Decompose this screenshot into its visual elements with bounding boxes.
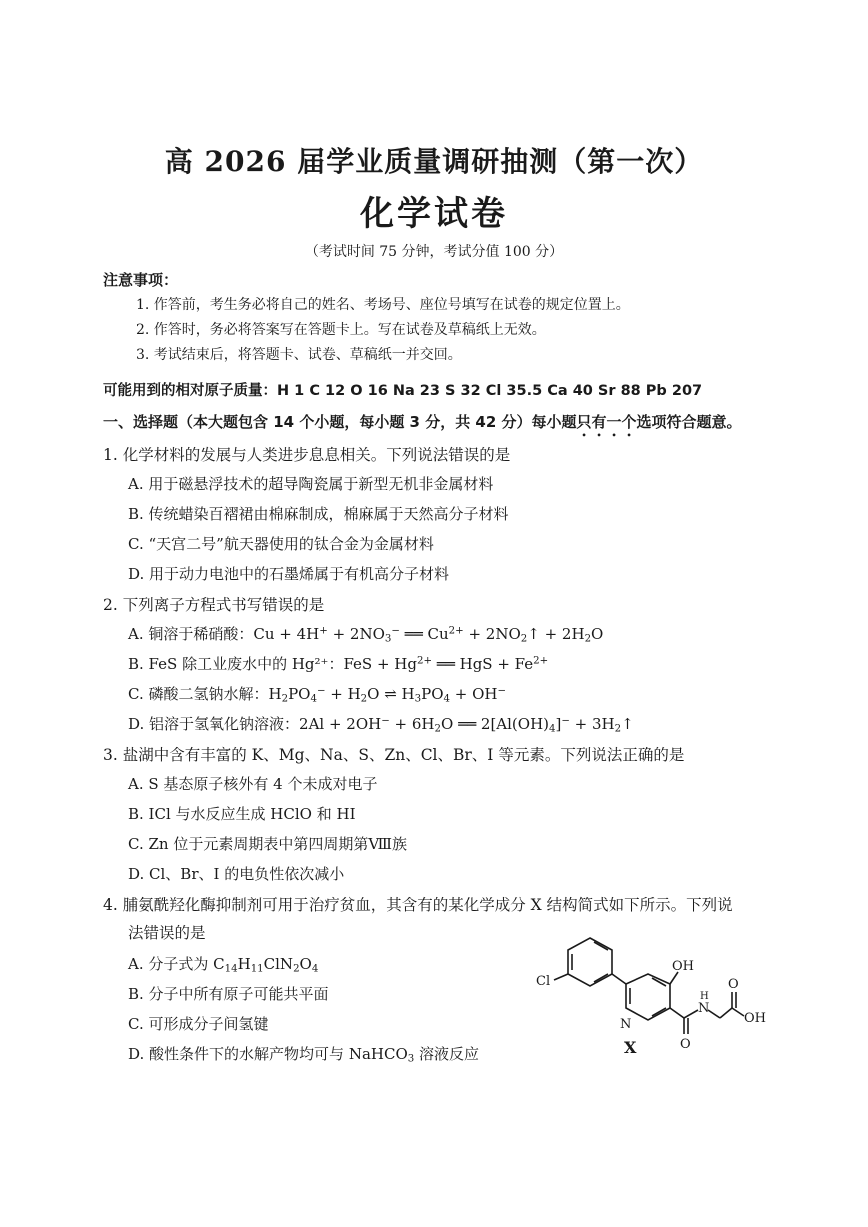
notice-heading: 注意事项： [103,271,179,289]
q1-option-b: B. 传统蜡染百褶裙由棉麻制成，棉麻属于天然高分子材料 [128,505,509,523]
q1-option-c: C. “天宫二号”航天器使用的钛合金为金属材料 [128,535,434,553]
question-1-stem: 1. 化学材料的发展与人类进步息息相关。下列说法错误的是 [103,446,511,464]
atom-h: H [700,991,709,1002]
atom-nh: N [698,1001,710,1016]
subject-title: 化学试卷 [360,194,508,234]
benzene-ring [568,938,612,986]
question-4-stem: 4. 脯氨酰羟化酶抑制剂可用于治疗贫血，其含有的某化学成分 X 结构简式如下所示。下列说 [103,896,733,914]
atom-cl: Cl [536,974,551,989]
q3-option-d: D. Cl、Br、I 的电负性依次减小 [128,865,345,883]
q3-option-b: B. ICl 与水反应生成 HClO 和 HI [128,805,356,823]
atom-oh: OH [672,959,694,974]
notice-item: 1. 作答前，考生务必将自己的姓名、考场号、座位号填写在试卷的规定位置上。 [136,297,630,313]
q2-option-c: C. 磷酸二氢钠水解：$H_2PO_4^- + H_2O$ ⇌ $H_3PO_4 + OH^-$ [128,685,507,705]
section-heading: 一、选择题（本大题包含 14 个小题，每小题 3 分，共 42 分）每小题只有一个选项符合题意。 [103,413,742,431]
q2-option-b: B. FeS 除工业废水中的 Hg²⁺：FeS + $Hg^{2+}$ ══ HgS + $Fe^{2+}$ [128,655,549,673]
atom-o-amide: O [680,1037,691,1052]
notice-item: 2. 作答时，务必将答案写在答题卡上。写在试卷及草稿纸上无效。 [136,322,546,338]
question-3-stem: 3. 盐湖中含有丰富的 K、Mg、Na、S、Zn、Cl、Br、I 等元素。下列说法正确的是 [103,746,685,764]
atom-o-acid: O [728,977,739,992]
exam-info: （考试时间 75 分钟，考试分值 100 分） [304,244,564,260]
q3-option-c: C. Zn 位于元素周期表中第四周期第Ⅷ族 [128,835,407,853]
pyridine-ring [626,974,670,1020]
q1-option-a: A. 用于磁悬浮技术的超导陶瓷属于新型无机非金属材料 [128,475,494,493]
q3-option-a: A. S 基态原子核外有 4 个未成对电子 [128,775,378,793]
atom-n-ring: N [620,1017,632,1032]
atomic-masses: 可能用到的相对原子质量：H 1 C 12 O 16 Na 23 S 32 Cl 35.5 Ca 40 Sr 88 Pb 207 [103,383,703,399]
q4-option-a: A. 分子式为 $C_{14}H_{11}ClN_2O_4$ [128,955,319,975]
molecule-x-structure [520,928,780,1068]
question-4-stem-cont: 法错误的是 [128,924,206,942]
notice-item: 3. 考试结束后，将答题卡、试卷、草稿纸一并交回。 [136,347,462,363]
q1-option-d: D. 用于动力电池中的石墨烯属于有机高分子材料 [128,565,450,583]
question-2-stem: 2. 下列离子方程式书写错误的是 [103,596,325,614]
q4-option-d: D. 酸性条件下的水解产物均可与 NaHCO$_3$ 溶液反应 [128,1045,480,1065]
exam-title: 高 2026 届学业质量调研抽测（第一次） [164,145,704,178]
q4-option-c: C. 可形成分子间氢键 [128,1015,269,1033]
q4-option-b: B. 分子中所有原子可能共平面 [128,985,329,1003]
atom-oh-acid: OH [744,1011,766,1026]
q2-option-d: D. 铝溶于氢氧化钠溶液：$2Al + 2OH^- + 6H_2O$ ══ $2[Al(OH)_4]^-$ + $3H_2↑$ [128,715,634,735]
q2-option-a: A. 铜溶于稀硝酸：$Cu + 4H^+ + 2NO_3^-$ ══ $Cu^{2+}$ + $2NO_2↑ + 2H_2O$ [128,625,604,645]
molecule-label: X [624,1038,637,1057]
